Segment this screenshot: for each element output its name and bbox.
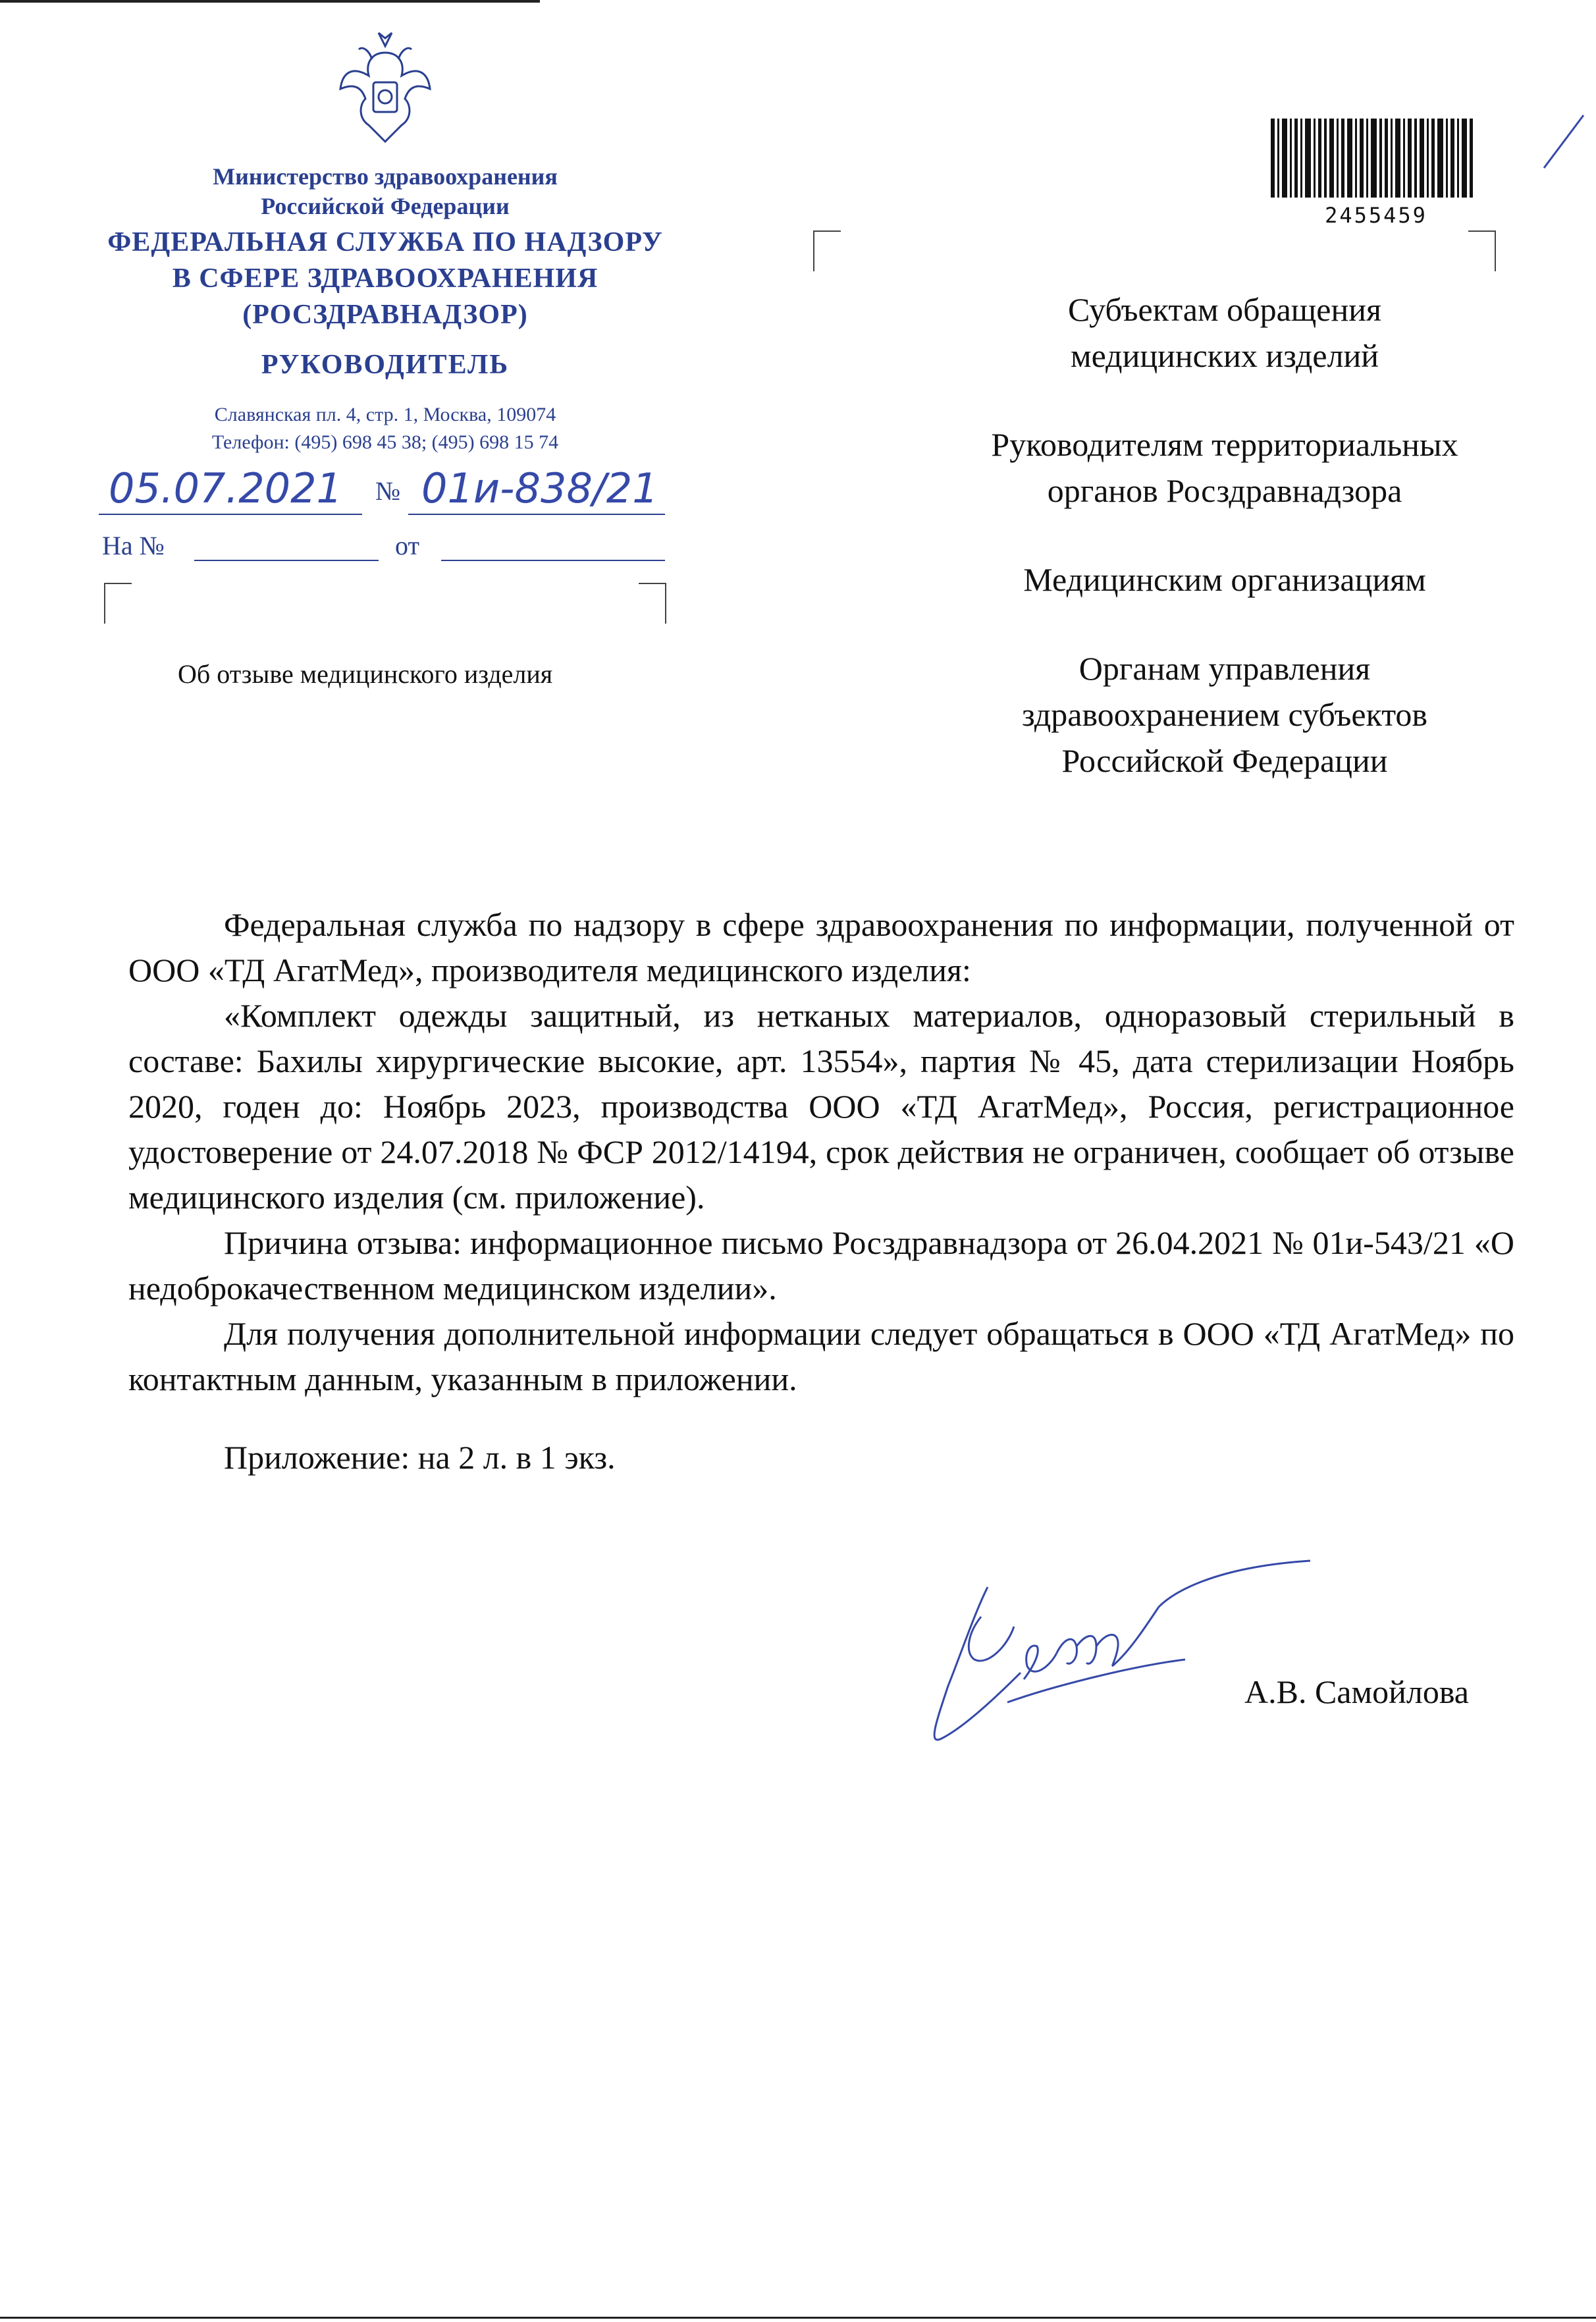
letter-body: [128, 902, 1514, 1480]
number-label: №: [375, 476, 401, 506]
recipient-4-line3: Российской Федерации: [1061, 742, 1388, 779]
phone: Телефон: (495) 698 45 38; (495) 698 15 74: [211, 431, 559, 453]
registration-date: 05.07.2021: [109, 464, 342, 512]
subject-corner-right: [639, 583, 666, 624]
scan-bottom-line: [0, 2317, 1596, 2319]
service-name-line3: (РОСЗДРАВНАДЗОР): [242, 300, 528, 330]
address: Славянская пл. 4, стр. 1, Москва, 109074: [214, 404, 556, 425]
body-paragraph-2: «Комплект одежды защитный, из нетканых материалов, одноразовый стерильный в составе: Бахилы хирургические высокие, арт. 13554», партия № 45, дата стерилизации Ноябрь 2020, годен до: Ноябрь 2023, производства ООО «ТД АгатМед», Россия, регистрационное удостоверение от 24.07.2018 № ФСР 2012/14194, срок действия не ограничен, сообщает об отзыве медицинского изделия (см. приложение).: [128, 997, 1514, 1216]
recipient-3: [869, 556, 1580, 603]
attachment-note: Приложение: на 2 л. в 1 экз.: [224, 1439, 616, 1476]
recipient-4: [869, 645, 1580, 784]
addressee-corner-left: [813, 230, 841, 271]
reference-from-label: от: [395, 531, 419, 560]
number-underline: [408, 514, 665, 515]
recipient-2-line1: Руководителям территориальных: [991, 426, 1458, 463]
reference-label: На №: [102, 531, 165, 560]
recipient-1: [869, 286, 1580, 379]
date-underline: [99, 514, 362, 515]
ministry-name-line2: Российской Федерации: [261, 193, 510, 219]
head-title: РУКОВОДИТЕЛЬ: [261, 350, 510, 380]
scan-edge-line: [0, 0, 540, 3]
coat-of-arms-emblem: [332, 26, 438, 148]
recipient-4-line1: Органам управления: [1078, 650, 1371, 687]
registration-number: 01и-838/21: [421, 464, 658, 512]
reference-date-blank: [441, 560, 665, 561]
barcode-number: 2455459: [1325, 203, 1427, 228]
recipient-1-line1: Субъектам обращения: [1068, 291, 1381, 328]
body-paragraph-4: Для получения дополнительной информации следует обращаться в ООО «ТД АгатМед» по контактным данным, указанным в приложении.: [128, 1315, 1514, 1397]
letter-subject: Об отзыве медицинского изделия: [178, 659, 553, 689]
recipient-1-line2: медицинских изделий: [1070, 337, 1379, 374]
body-paragraph-3: Причина отзыва: информационное письмо Росздравнадзора от 26.04.2021 № 01и-543/21 «О недоброкачественном медицинском изделии».: [128, 1224, 1514, 1307]
reference-number-blank: [194, 560, 379, 561]
recipient-3-line1: Медицинским организациям: [1023, 561, 1426, 598]
body-paragraph-1: Федеральная служба по надзору в сфере здравоохранения по информации, полученной от ООО «ТД АгатМед», производителя медицинского изделия:: [128, 906, 1514, 988]
addressee-corner-right: [1468, 230, 1496, 271]
service-name-line2: В СФЕРЕ ЗДРАВООХРАНЕНИЯ: [172, 263, 598, 294]
handwritten-signature: [909, 1554, 1317, 1765]
subject-corner-left: [104, 583, 132, 624]
service-name-line1: ФЕДЕРАЛЬНАЯ СЛУЖБА ПО НАДЗОРУ: [107, 227, 663, 257]
recipient-4-line2: здравоохранением субъектов: [1021, 696, 1428, 733]
ministry-name-line1: Министерство здравоохранения: [213, 163, 558, 190]
barcode: [1271, 119, 1475, 207]
recipient-2: [869, 421, 1580, 514]
recipient-2-line2: органов Росздравнадзора: [1047, 472, 1402, 509]
pen-mark: [1541, 112, 1587, 171]
signatory-name: А.В. Самойлова: [1244, 1673, 1469, 1710]
